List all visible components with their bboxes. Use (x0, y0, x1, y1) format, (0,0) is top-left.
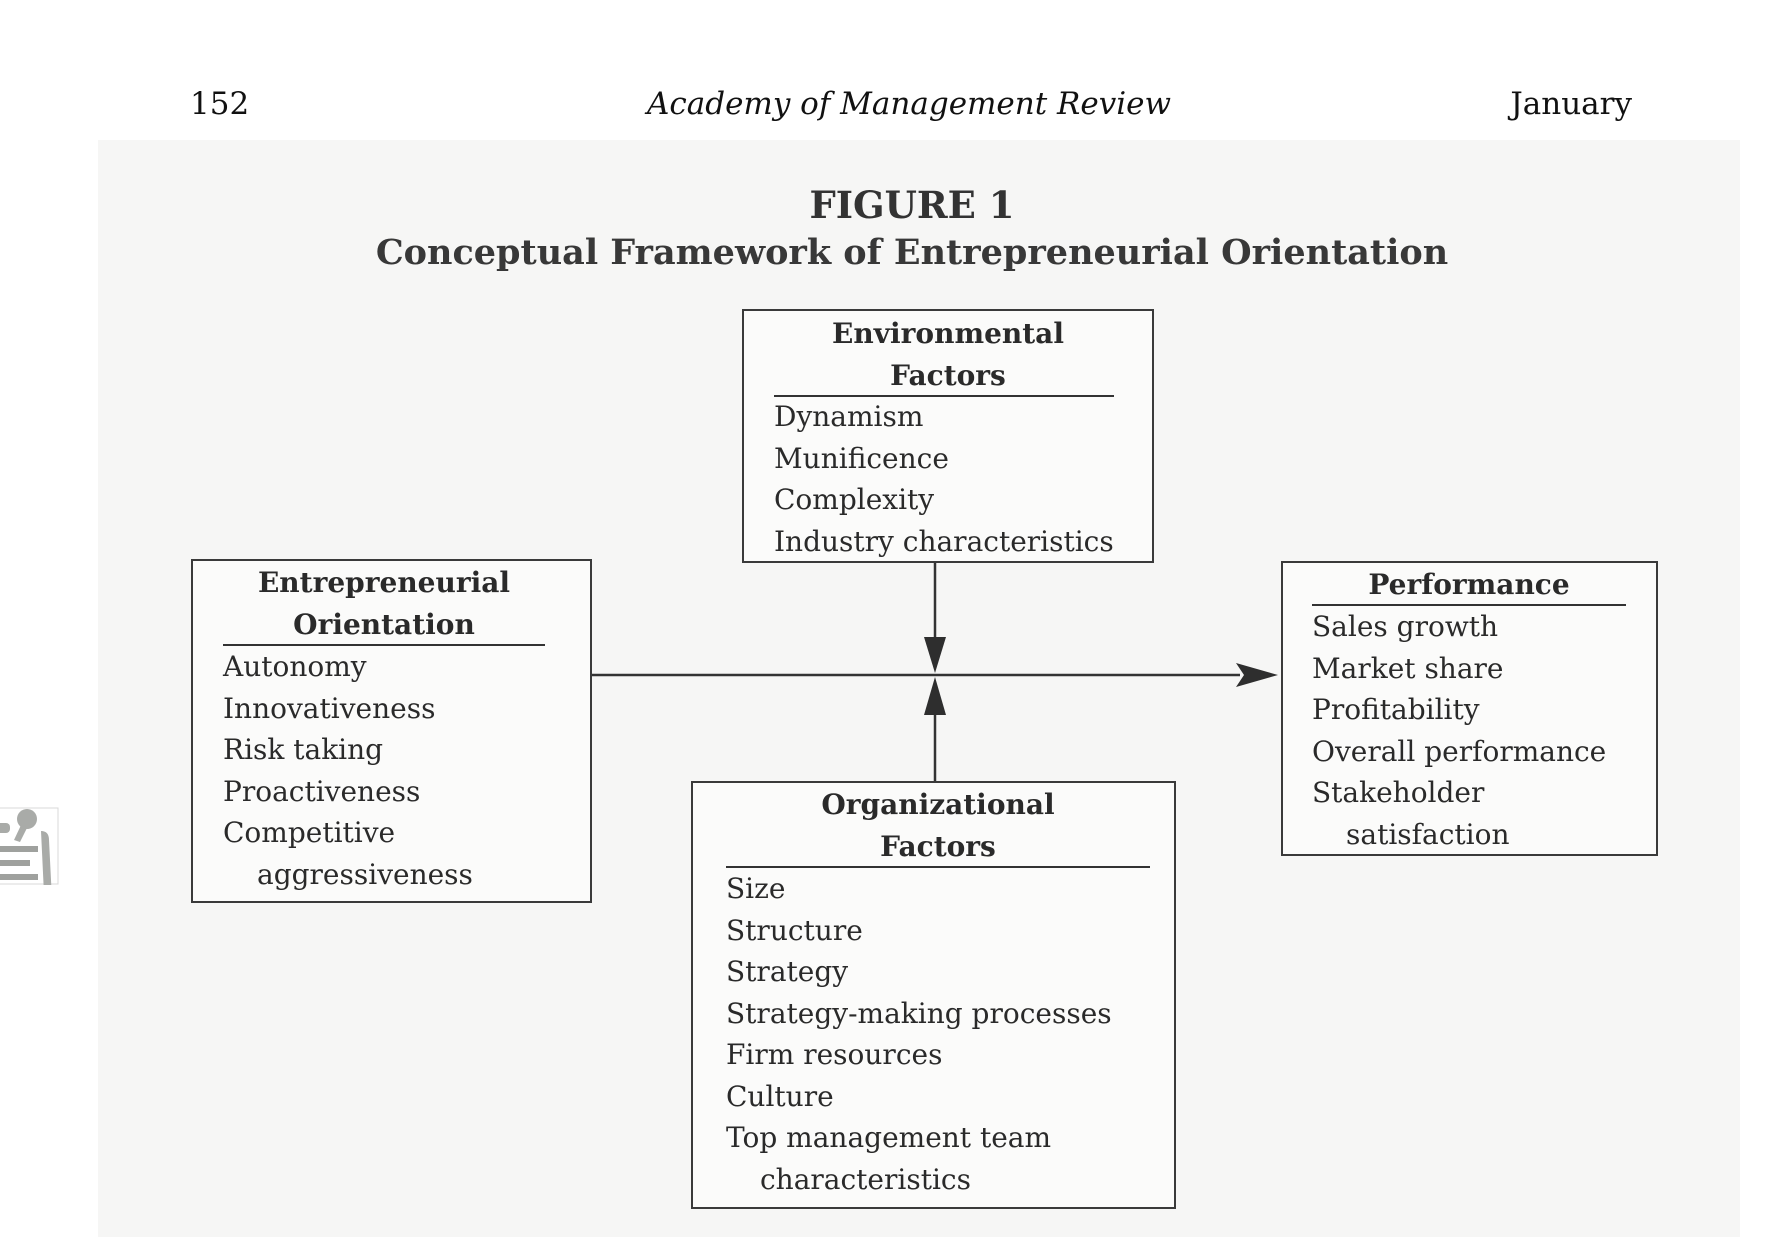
list-item-continuation: aggressiveness (257, 857, 473, 891)
box-heading-line: Entrepreneurial (257, 566, 511, 599)
list-item-continuation: characteristics (760, 1162, 971, 1196)
arrow-right-icon (1236, 663, 1278, 687)
list-item: Proactiveness (223, 774, 421, 808)
figure-label: FIGURE 1 (809, 183, 1015, 227)
list-item: Dynamism (774, 400, 924, 433)
list-item: Culture (726, 1079, 834, 1113)
environmental-factors-box (742, 309, 1154, 563)
list-item: Size (726, 872, 786, 905)
organizational-factors-box (691, 781, 1176, 1209)
list-item: Competitive (223, 816, 396, 849)
list-item: Industry characteristics (774, 524, 1114, 558)
list-item: Profitability (1312, 693, 1480, 726)
list-item: Munificence (774, 441, 949, 475)
page-number: 152 (190, 86, 250, 122)
list-item: Top management team (726, 1121, 1052, 1154)
list-item: Autonomy (223, 650, 367, 683)
list-item: Firm resources (726, 1038, 943, 1071)
journal-title: Academy of Management Review (647, 86, 1172, 122)
list-item: Sales growth (1312, 610, 1499, 643)
box-heading-line: Environmental (832, 317, 1064, 350)
box-heading-line: Factors (880, 830, 996, 863)
notes-icon[interactable] (0, 790, 62, 885)
box-heading-line: Orientation (293, 608, 475, 641)
arrow-up-icon (924, 677, 946, 715)
list-item: Risk taking (223, 733, 384, 766)
list-item: Innovativeness (223, 691, 436, 725)
list-item: Strategy (726, 955, 849, 988)
box-heading-line: Performance (1368, 568, 1570, 601)
arrow-down-icon (924, 637, 946, 673)
list-item: Overall performance (1312, 734, 1607, 768)
list-item: Stakeholder (1312, 776, 1485, 809)
list-item-continuation: satisfaction (1346, 817, 1510, 851)
list-item: Complexity (774, 483, 935, 516)
list-item: Strategy-making processes (726, 996, 1112, 1030)
list-item: Structure (726, 913, 863, 947)
performance-box (1281, 561, 1658, 856)
entrepreneurial-orientation-box (191, 559, 592, 903)
issue-month: January (1510, 86, 1632, 122)
list-item: Market share (1312, 651, 1504, 685)
figure-title: Conceptual Framework of Entrepreneurial Orientation (375, 232, 1449, 273)
box-heading-line: Factors (890, 359, 1006, 392)
box-heading-line: Organizational (821, 788, 1055, 821)
